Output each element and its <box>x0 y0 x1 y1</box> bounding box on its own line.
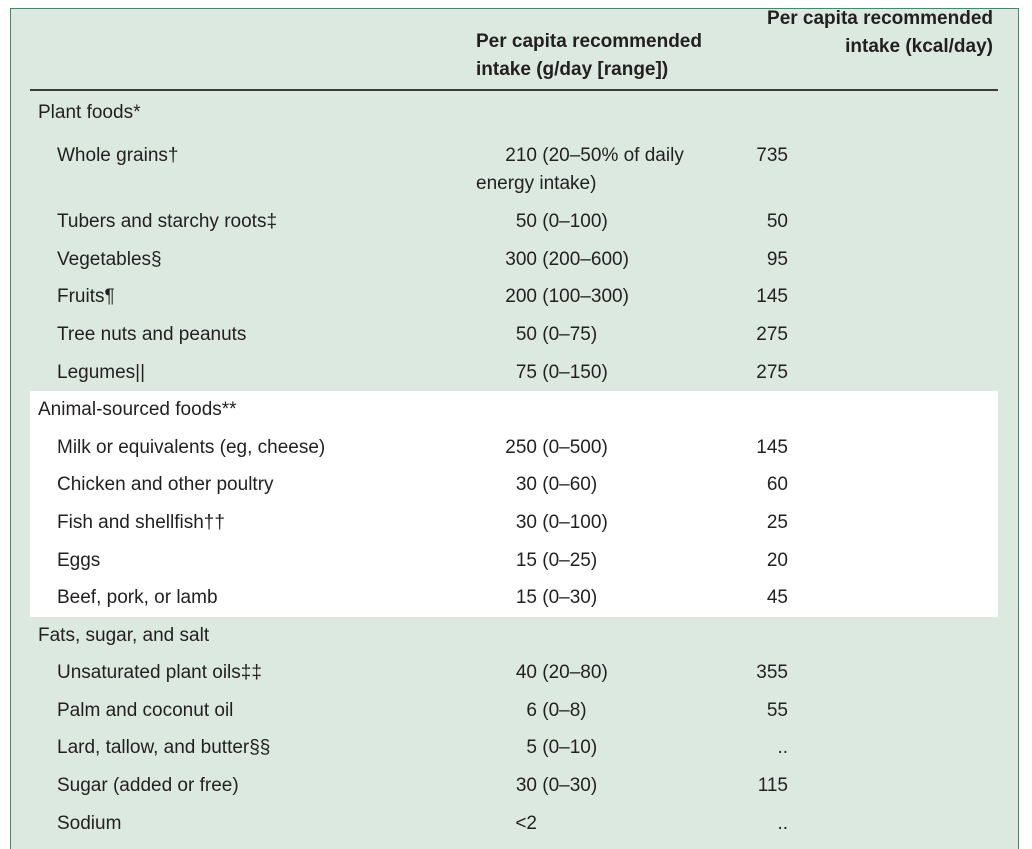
intake-grams <box>476 142 706 198</box>
table-row <box>30 279 998 317</box>
table-row <box>30 730 998 768</box>
section-heading-row <box>30 94 998 132</box>
intake-kcal: 145 <box>756 286 788 308</box>
food-label: Sodium <box>57 812 122 834</box>
intake-grams-range: (0–60) <box>537 474 598 496</box>
intake-grams <box>476 434 706 462</box>
table-row <box>30 504 998 542</box>
intake-grams-value: 30 <box>515 511 537 533</box>
intake-grams-value: 50 <box>515 211 537 233</box>
intake-grams-range: (0–75) <box>537 323 598 345</box>
table-row <box>30 429 998 467</box>
intake-grams <box>476 321 706 349</box>
food-label: Chicken and other poultry <box>57 474 274 496</box>
intake-grams <box>476 246 706 274</box>
intake-grams <box>476 772 706 800</box>
table-row <box>30 467 998 505</box>
intake-kcal: 275 <box>756 361 788 383</box>
food-label: Eggs <box>57 549 101 571</box>
intake-grams-value: <2 <box>515 812 537 834</box>
intake-grams <box>476 359 706 387</box>
intake-kcal: 735 <box>756 145 788 167</box>
food-label: Beef, pork, or lamb <box>57 587 218 609</box>
intake-kcal: .. <box>777 737 788 759</box>
food-label: Fruits¶ <box>57 286 115 308</box>
intake-grams-range: (0–150) <box>537 361 608 383</box>
intake-grams-value: 75 <box>515 361 537 383</box>
table-row <box>30 692 998 730</box>
intake-kcal: 50 <box>766 211 788 233</box>
intake-grams-value: 30 <box>515 474 537 496</box>
intake-grams <box>476 810 706 838</box>
intake-grams-value: 15 <box>515 587 537 609</box>
intake-kcal: 145 <box>756 436 788 458</box>
intake-kcal: 25 <box>766 511 788 533</box>
intake-kcal: 55 <box>766 699 788 721</box>
column-header-kcal: Per capita recommended intake (kcal/day) <box>767 7 993 57</box>
intake-grams-value: 250 <box>505 436 537 458</box>
food-label: Fish and shellfish†† <box>57 511 225 533</box>
intake-grams <box>476 547 706 575</box>
intake-grams-range: (0–25) <box>537 549 598 571</box>
intake-grams <box>476 471 706 499</box>
intake-grams-range: (100–300) <box>537 286 629 308</box>
food-label: Vegetables§ <box>57 248 162 270</box>
table-row <box>30 579 998 617</box>
intake-grams-range: (0–8) <box>537 699 587 721</box>
intake-grams-range: (0–500) <box>537 436 608 458</box>
table-row <box>30 132 998 204</box>
food-label: Palm and coconut oil <box>57 699 234 721</box>
table-body <box>30 94 998 842</box>
intake-grams-range: (20–50% of daily energy intake) <box>476 145 684 195</box>
table-row <box>30 805 998 843</box>
intake-grams-range: (0–10) <box>537 737 598 759</box>
intake-grams-value: 300 <box>505 248 537 270</box>
intake-grams-value: 40 <box>515 662 537 684</box>
intake-grams-value: 6 <box>526 699 537 721</box>
food-label: Tree nuts and peanuts <box>57 323 247 345</box>
intake-grams-range: (0–100) <box>537 211 608 233</box>
intake-grams-value: 30 <box>515 775 537 797</box>
column-header-grams: Per capita recommended intake (g/day [range]) <box>476 31 702 80</box>
table-section <box>30 94 998 391</box>
intake-grams-value: 5 <box>526 737 537 759</box>
intake-kcal: 60 <box>766 474 788 496</box>
food-label: Whole grains† <box>57 145 179 167</box>
table-row <box>30 203 998 241</box>
table-row <box>30 654 998 692</box>
intake-kcal: 355 <box>756 662 788 684</box>
intake-grams <box>476 283 706 311</box>
intake-grams-range: (200–600) <box>537 248 629 270</box>
intake-kcal: 275 <box>756 323 788 345</box>
intake-kcal: .. <box>777 812 788 834</box>
food-label: Milk or equivalents (eg, cheese) <box>57 436 326 458</box>
section-heading: Animal-sourced foods** <box>38 399 237 421</box>
food-label: Tubers and starchy roots‡ <box>57 211 278 233</box>
intake-grams-range: (0–30) <box>537 587 598 609</box>
table-row <box>30 354 998 392</box>
intake-grams <box>476 509 706 537</box>
intake-grams <box>476 697 706 725</box>
intake-kcal: 20 <box>766 549 788 571</box>
section-heading: Plant foods* <box>38 101 141 123</box>
food-label: Sugar (added or free) <box>57 775 239 797</box>
intake-grams <box>476 734 706 762</box>
intake-grams-value: 210 <box>505 145 537 167</box>
food-label: Unsaturated plant oils‡‡ <box>57 662 262 684</box>
table-row <box>30 767 998 805</box>
table-row <box>30 542 998 580</box>
intake-grams-range: (20–80) <box>537 662 608 684</box>
intake-kcal: 115 <box>757 775 788 797</box>
header-rule <box>30 89 998 91</box>
table-row <box>30 241 998 279</box>
intake-kcal: 95 <box>766 248 788 270</box>
table-section <box>30 391 998 617</box>
intake-grams <box>476 208 706 236</box>
intake-grams-value: 15 <box>515 549 537 571</box>
intake-grams <box>476 584 706 612</box>
table-row <box>30 316 998 354</box>
intake-kcal: 45 <box>766 587 788 609</box>
table-section <box>30 617 998 843</box>
food-label: Lard, tallow, and butter§§ <box>57 737 271 759</box>
section-heading-row <box>30 391 998 429</box>
intake-grams-value: 200 <box>505 286 537 308</box>
section-heading: Fats, sugar, and salt <box>38 624 210 646</box>
intake-grams-value: 50 <box>515 323 537 345</box>
food-label: Legumes|| <box>57 361 146 383</box>
section-heading-row <box>30 617 998 655</box>
intake-grams-range: (0–100) <box>537 511 608 533</box>
intake-grams-range: (0–30) <box>537 775 598 797</box>
intake-grams <box>476 659 706 687</box>
